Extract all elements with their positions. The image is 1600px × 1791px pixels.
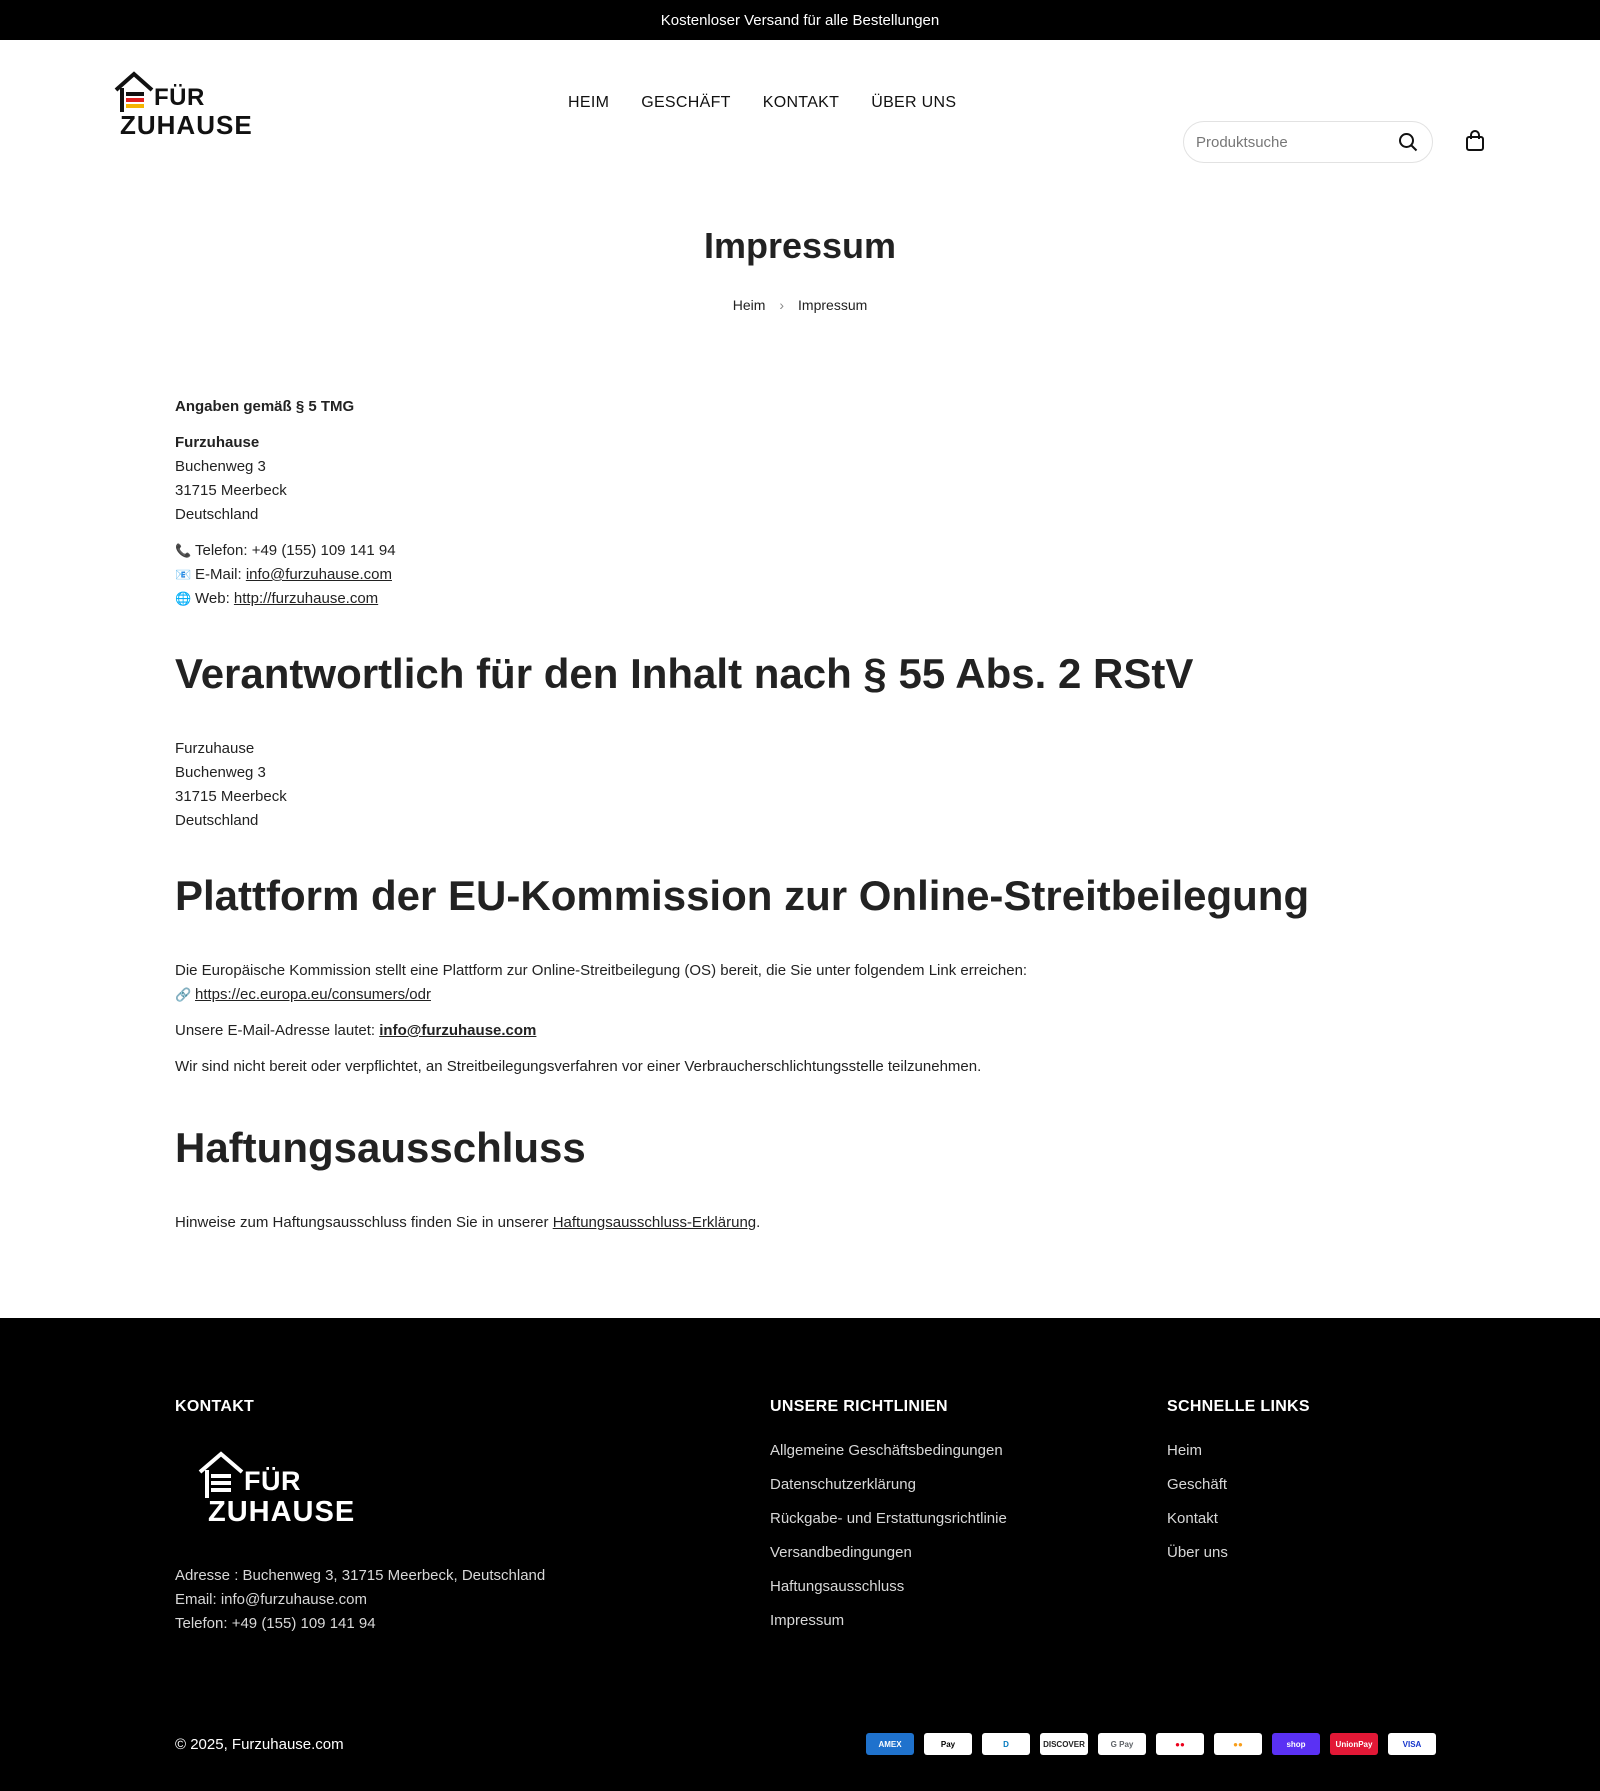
footer-logo-text-fur: FÜR [244, 1466, 301, 1496]
email-bold-link[interactable]: info@furzuhause.com [379, 1022, 537, 1039]
impressum-content [175, 395, 1425, 1235]
diners-club-icon: D [982, 1733, 1030, 1755]
liability-heading: Haftungsausschluss [175, 1124, 586, 1171]
footer-link-geschaeft[interactable]: Geschäft [1167, 1476, 1228, 1493]
footer-link-datenschutz[interactable]: Datenschutzerklärung [770, 1476, 916, 1493]
footer-logo[interactable] [198, 1450, 358, 1530]
phone-icon: 📞 [175, 543, 192, 558]
globe-icon: 🌐 [175, 591, 192, 606]
google-pay-icon: G Pay [1098, 1733, 1146, 1755]
footer-contact-column [175, 1398, 254, 1440]
rstv-company: Furzuhause [175, 740, 255, 757]
liability-line [175, 1211, 1425, 1235]
email-sentence-line [175, 1019, 1425, 1043]
nav-kontakt[interactable]: KONTAKT [762, 93, 840, 111]
product-search [1183, 121, 1433, 163]
eu-text: Die Europäische Kommission stellt eine Plattform zur Online-Streitbeilegung (OS) bereit, die Sie unter folgendem Link erreichen: [175, 962, 1028, 979]
maestro-icon: ●● [1156, 1733, 1204, 1755]
footer-link-agb[interactable]: Allgemeine Geschäftsbedingungen [770, 1442, 1003, 1459]
footer-link-rueckgabe[interactable]: Rückgabe- und Erstattungsrichtlinie [770, 1510, 1007, 1527]
nav-geschaeft[interactable]: GESCHÄFT [641, 93, 731, 111]
footer-phone: Telefon: +49 (155) 109 141 94 [175, 1615, 376, 1632]
footer-quick-links-column [1167, 1398, 1310, 1576]
visa-icon: VISA [1388, 1733, 1436, 1755]
web-link[interactable]: http://furzuhause.com [233, 590, 379, 607]
search-button[interactable] [1396, 130, 1420, 154]
page-title: Impressum [703, 225, 897, 266]
tmg-heading: Angaben gemäß § 5 TMG [175, 398, 355, 415]
rstv-heading: Verantwortlich für den Inhalt nach § 55 Abs. 2 RStV [175, 650, 1194, 697]
not-willing-text: Wir sind nicht bereit oder verpflichtet, an Streitbeilegungsverfahren vor einer Verbraucherschlichtungsstelle teilzunehmen. [175, 1058, 982, 1075]
shop-pay-icon: shop [1272, 1733, 1320, 1755]
nav-ueber-uns[interactable]: ÜBER UNS [871, 93, 957, 111]
breadcrumb [0, 297, 1600, 313]
breadcrumb-current: Impressum [798, 297, 868, 313]
footer-link-heim[interactable]: Heim [1167, 1442, 1203, 1459]
email-sentence: Unsere E-Mail-Adresse lautet: [175, 1022, 376, 1039]
email-label: E-Mail: [195, 566, 242, 583]
announcement-text: Kostenloser Versand für alle Bestellungen [660, 11, 940, 29]
eu-heading: Plattform der EU-Kommission zur Online-Streitbeilegung [175, 872, 1310, 919]
copyright: © 2025, Furzuhause.com [175, 1736, 344, 1753]
web-label: Web: [195, 590, 230, 607]
site-logo[interactable] [114, 70, 254, 142]
footer-quick-heading: SCHNELLE LINKS [1167, 1398, 1310, 1415]
site-footer [0, 1318, 1600, 1791]
company-name: Furzuhause [175, 434, 260, 451]
logo-text-zuhause: ZUHAUSE [120, 110, 253, 140]
footer-policies-column [770, 1398, 1007, 1644]
footer-policies-heading: UNSERE RICHTLINIEN [770, 1398, 948, 1415]
link-icon: 🔗 [175, 987, 192, 1002]
company-country: Deutschland [175, 506, 259, 523]
footer-email: Email: info@furzuhause.com [175, 1591, 367, 1608]
liability-text: Hinweise zum Haftungsausschluss finden Sie in unserer [175, 1214, 549, 1231]
footer-address-block [175, 1564, 545, 1636]
nav-heim[interactable]: HEIM [568, 93, 610, 111]
american-express-icon: AMEX [866, 1733, 914, 1755]
search-icon [1398, 132, 1418, 152]
cart-button[interactable] [1464, 130, 1488, 154]
apple-pay-icon: Pay [924, 1733, 972, 1755]
company-street: Buchenweg 3 [175, 458, 266, 475]
main-nav [568, 40, 956, 165]
union-pay-icon: UnionPay [1330, 1733, 1378, 1755]
search-input[interactable] [1196, 134, 1396, 151]
shopping-bag-icon [1464, 130, 1486, 152]
footer-link-impressum[interactable]: Impressum [770, 1612, 845, 1629]
site-header [0, 40, 1600, 165]
phone-text: Telefon: +49 (155) 109 141 94 [195, 542, 396, 559]
liability-link[interactable]: Haftungsausschluss-Erklärung [552, 1214, 757, 1231]
footer-address: Adresse : Buchenweg 3, 31715 Meerbeck, Deutschland [175, 1567, 546, 1584]
rstv-street: Buchenweg 3 [175, 764, 266, 781]
rstv-city: 31715 Meerbeck [175, 788, 287, 805]
payment-icons [866, 1733, 1436, 1755]
footer-contact-heading: KONTAKT [175, 1398, 255, 1415]
house-logo-icon [198, 1450, 244, 1500]
envelope-icon: 📧 [175, 567, 192, 582]
chevron-right-icon: › [779, 297, 785, 313]
web-line [175, 587, 1425, 611]
breadcrumb-heim[interactable]: Heim [732, 297, 766, 313]
company-city: 31715 Meerbeck [175, 482, 287, 499]
phone-line [175, 539, 1425, 563]
email-link[interactable]: info@furzuhause.com [245, 566, 392, 583]
discover-icon: DISCOVER [1040, 1733, 1088, 1755]
footer-link-versand[interactable]: Versandbedingungen [770, 1544, 912, 1561]
email-line [175, 563, 1425, 587]
mastercard-icon: ●● [1214, 1733, 1262, 1755]
liability-period: . [756, 1214, 761, 1231]
footer-link-kontakt[interactable]: Kontakt [1167, 1510, 1218, 1527]
rstv-country: Deutschland [175, 812, 259, 829]
footer-link-ueber-uns[interactable]: Über uns [1167, 1544, 1228, 1561]
announcement-bar [0, 0, 1600, 40]
footer-logo-text-zuhause: ZUHAUSE [208, 1496, 356, 1528]
footer-link-haftung[interactable]: Haftungsausschluss [770, 1578, 905, 1595]
house-logo-icon [114, 70, 154, 114]
eu-link-line [175, 983, 1425, 1007]
eu-odr-link[interactable]: https://ec.europa.eu/consumers/odr [195, 986, 431, 1003]
logo-text-fur: FÜR [154, 84, 205, 111]
